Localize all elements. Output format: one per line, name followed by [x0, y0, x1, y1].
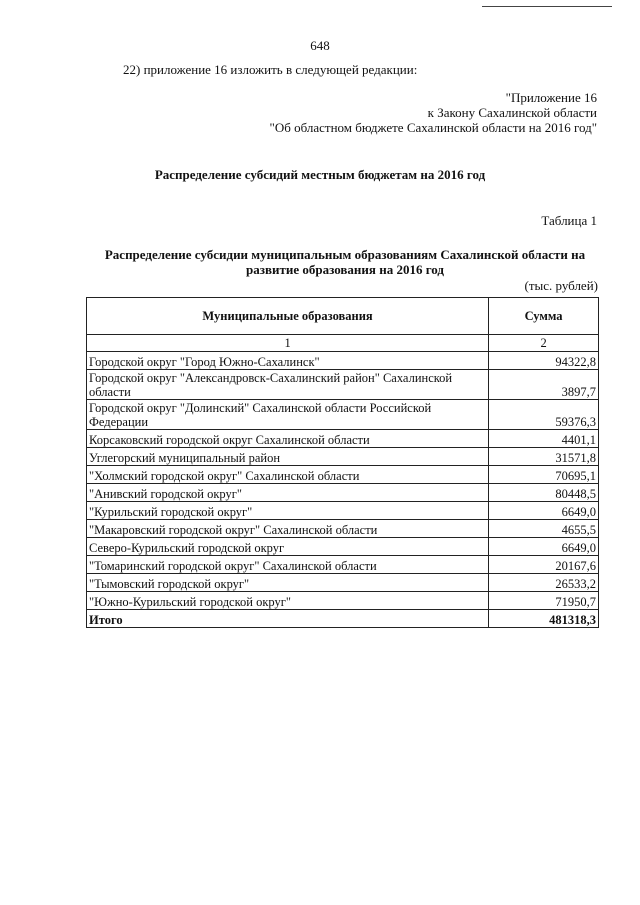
main-title: Распределение субсидий местным бюджетам на 2016 год [154, 167, 486, 182]
table-row [87, 352, 599, 370]
page-number: 648 [310, 38, 330, 53]
table-row [87, 538, 599, 556]
row-name: "Анивский городской округ" [87, 484, 489, 502]
row-name: "Томаринский городской округ" Сахалинской области [87, 556, 489, 574]
appendix-line-3: "Об областном бюджете Сахалинской области на 2016 год" [269, 120, 597, 135]
row-name: Углегорский муниципальный район [87, 448, 489, 466]
header-sum: Сумма [489, 298, 599, 335]
table-row [87, 520, 599, 538]
row-sum: 6649,0 [489, 538, 599, 556]
table-label: Таблица 1 [541, 213, 597, 228]
appendix-line-2: к Закону Сахалинской области [427, 105, 597, 120]
row-sum: 31571,8 [489, 448, 599, 466]
table-title-line-2: развитие образования на 2016 год [246, 262, 444, 277]
total-sum: 481318,3 [489, 610, 599, 628]
table-title-line-1: Распределение субсидии муниципальным образованиям Сахалинской области на [104, 247, 586, 262]
row-sum: 59376,3 [489, 400, 599, 430]
col-number-2: 2 [489, 335, 599, 352]
row-sum: 94322,8 [489, 352, 599, 370]
table-row [87, 574, 599, 592]
header-municipality: Муниципальные образования [87, 298, 489, 335]
row-sum: 71950,7 [489, 592, 599, 610]
row-name: Корсаковский городской округ Сахалинской области [87, 430, 489, 448]
column-number-row [87, 335, 599, 352]
table-row [87, 502, 599, 520]
units-note: (тыс. рублей) [524, 278, 598, 293]
row-sum: 20167,6 [489, 556, 599, 574]
table-row [87, 400, 599, 430]
row-name: Северо-Курильский городской округ [87, 538, 489, 556]
row-sum: 70695,1 [489, 466, 599, 484]
row-sum: 3897,7 [489, 370, 599, 400]
table-row [87, 430, 599, 448]
row-sum: 6649,0 [489, 502, 599, 520]
total-label: Итого [87, 610, 489, 628]
top-rule [482, 6, 612, 7]
row-name: "Южно-Курильский городской округ" [87, 592, 489, 610]
table-row [87, 448, 599, 466]
appendix-header [270, 90, 597, 135]
row-name: Городской округ "Город Южно-Сахалинск" [87, 352, 489, 370]
subsidy-table [86, 297, 599, 628]
table-row [87, 466, 599, 484]
table-row [87, 592, 599, 610]
table-header-row [87, 298, 599, 335]
table-row [87, 484, 599, 502]
row-sum: 4655,5 [489, 520, 599, 538]
col-number-1: 1 [87, 335, 489, 352]
row-name: Городской округ "Александровск-Сахалинский район" Сахалинской области [87, 370, 489, 400]
total-row [87, 610, 599, 628]
table-row [87, 370, 599, 400]
row-name: "Курильский городской округ" [87, 502, 489, 520]
amendment-item: 22) приложение 16 изложить в следующей редакции: [123, 62, 418, 77]
row-name: "Холмский городской округ" Сахалинской области [87, 466, 489, 484]
row-sum: 26533,2 [489, 574, 599, 592]
row-sum: 80448,5 [489, 484, 599, 502]
row-name: "Тымовский городской округ" [87, 574, 489, 592]
row-name: "Макаровский городской округ" Сахалинской области [87, 520, 489, 538]
row-sum: 4401,1 [489, 430, 599, 448]
row-name: Городской округ "Долинский" Сахалинской области Российской Федерации [87, 400, 489, 430]
appendix-line-1: "Приложение 16 [505, 90, 597, 105]
table-title [90, 247, 600, 277]
table-row [87, 556, 599, 574]
